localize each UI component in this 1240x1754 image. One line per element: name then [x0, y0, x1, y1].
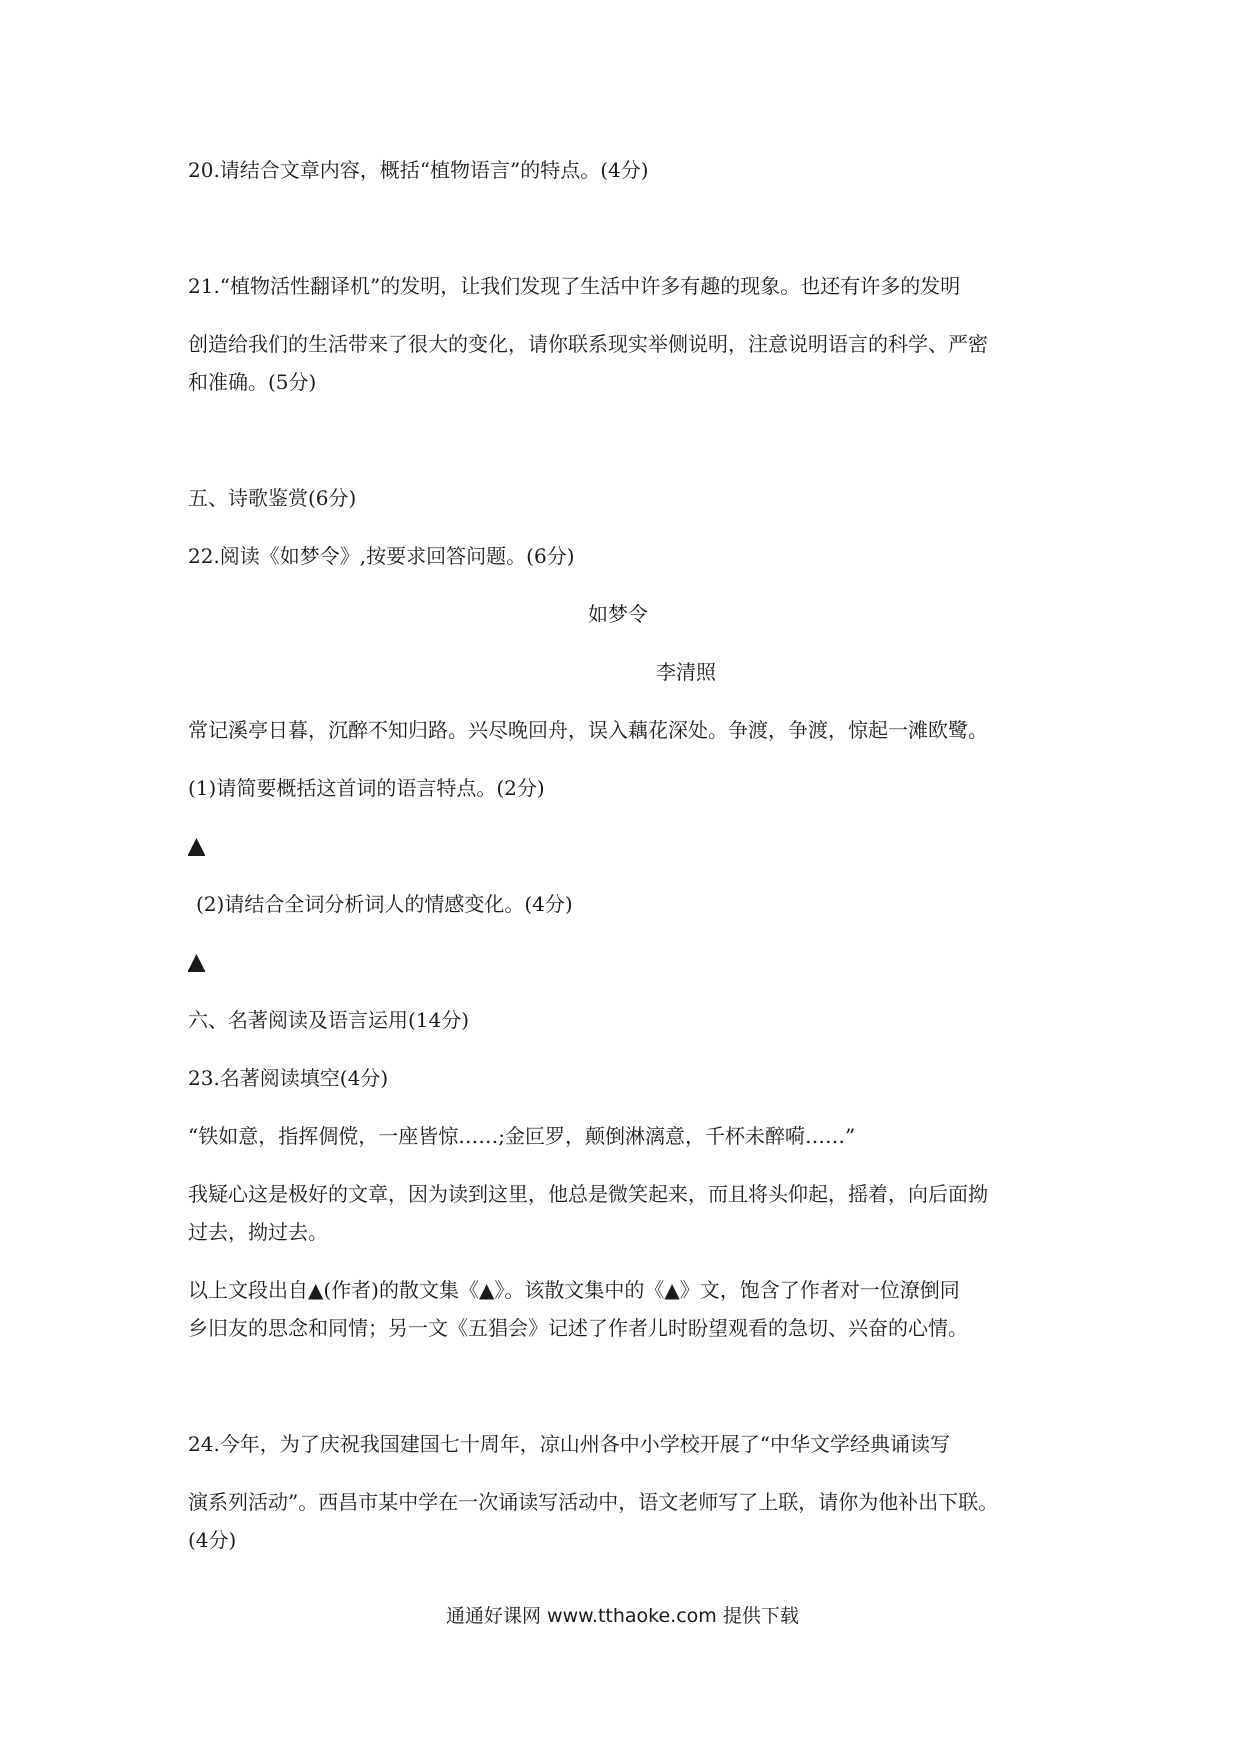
question-24-line-3: (4分): [188, 1528, 237, 1552]
section-6-heading: 六、名著阅读及语言运用(14分): [188, 1008, 470, 1032]
question-21-line-1: 21.“植物活性翻译机”的发明，让我们发现了生活中许多有趣的现象。也还有许多的发明: [188, 274, 961, 298]
answer-marker-1: ▲: [188, 833, 205, 858]
paragraph-1-line-1: 我疑心这是极好的文章，因为读到这里，他总是微笑起来，而且将头仰起，摇着，向后面拗: [188, 1182, 988, 1206]
question-22: 22.阅读《如梦令》,按要求回答问题。(6分): [188, 544, 575, 568]
quote: “铁如意，指挥倜傥，一座皆惊……;金叵罗，颠倒淋漓意，千杯未醉嗬……”: [188, 1124, 856, 1148]
question-22-2: (2)请结合全词分析词人的情感变化。(4分): [196, 892, 573, 916]
paragraph-2-line-1: 以上文段出自▲(作者)的散文集《▲》。该散文集中的《▲》文，饱含了作者对一位潦倒同: [188, 1278, 960, 1302]
paragraph-2-line-2: 乡旧友的思念和同情；另一文《五猖会》记述了作者儿时盼望观看的急切、兴奋的心情。: [188, 1316, 968, 1340]
paragraph-1-line-2: 过去，拗过去。: [188, 1220, 328, 1244]
question-20: 20.请结合文章内容，概括“植物语言”的特点。(4分): [188, 158, 649, 182]
question-22-1: (1)请简要概括这首词的语言特点。(2分): [188, 776, 545, 800]
question-21-line-2: 创造给我们的生活带来了很大的变化，请你联系现实举侧说明，注意说明语言的科学、严密: [188, 332, 988, 356]
poem-author: 李清照: [656, 660, 716, 684]
question-24-line-1: 24.今年，为了庆祝我国建国七十周年，凉山州各中小学校开展了“中华文学经典诵读写: [188, 1432, 951, 1456]
section-5-heading: 五、诗歌鉴赏(6分): [188, 486, 357, 510]
footer-watermark: 通通好课网 www.tthaoke.com 提供下载: [446, 1605, 799, 1627]
question-24-line-2: 演系列活动”。西昌市某中学在一次诵读写活动中，语文老师写了上联，请你为他补出下联。: [188, 1490, 999, 1514]
answer-marker-2: ▲: [188, 949, 205, 974]
poem-text: 常记溪亭日暮，沉醉不知归路。兴尽晚回舟，误入藕花深处。争渡，争渡，惊起一滩欧鹭。: [188, 718, 988, 742]
question-21-line-3: 和准确。(5分): [188, 370, 317, 394]
question-23: 23.名著阅读填空(4分): [188, 1066, 389, 1090]
poem-title: 如梦令: [588, 602, 648, 626]
